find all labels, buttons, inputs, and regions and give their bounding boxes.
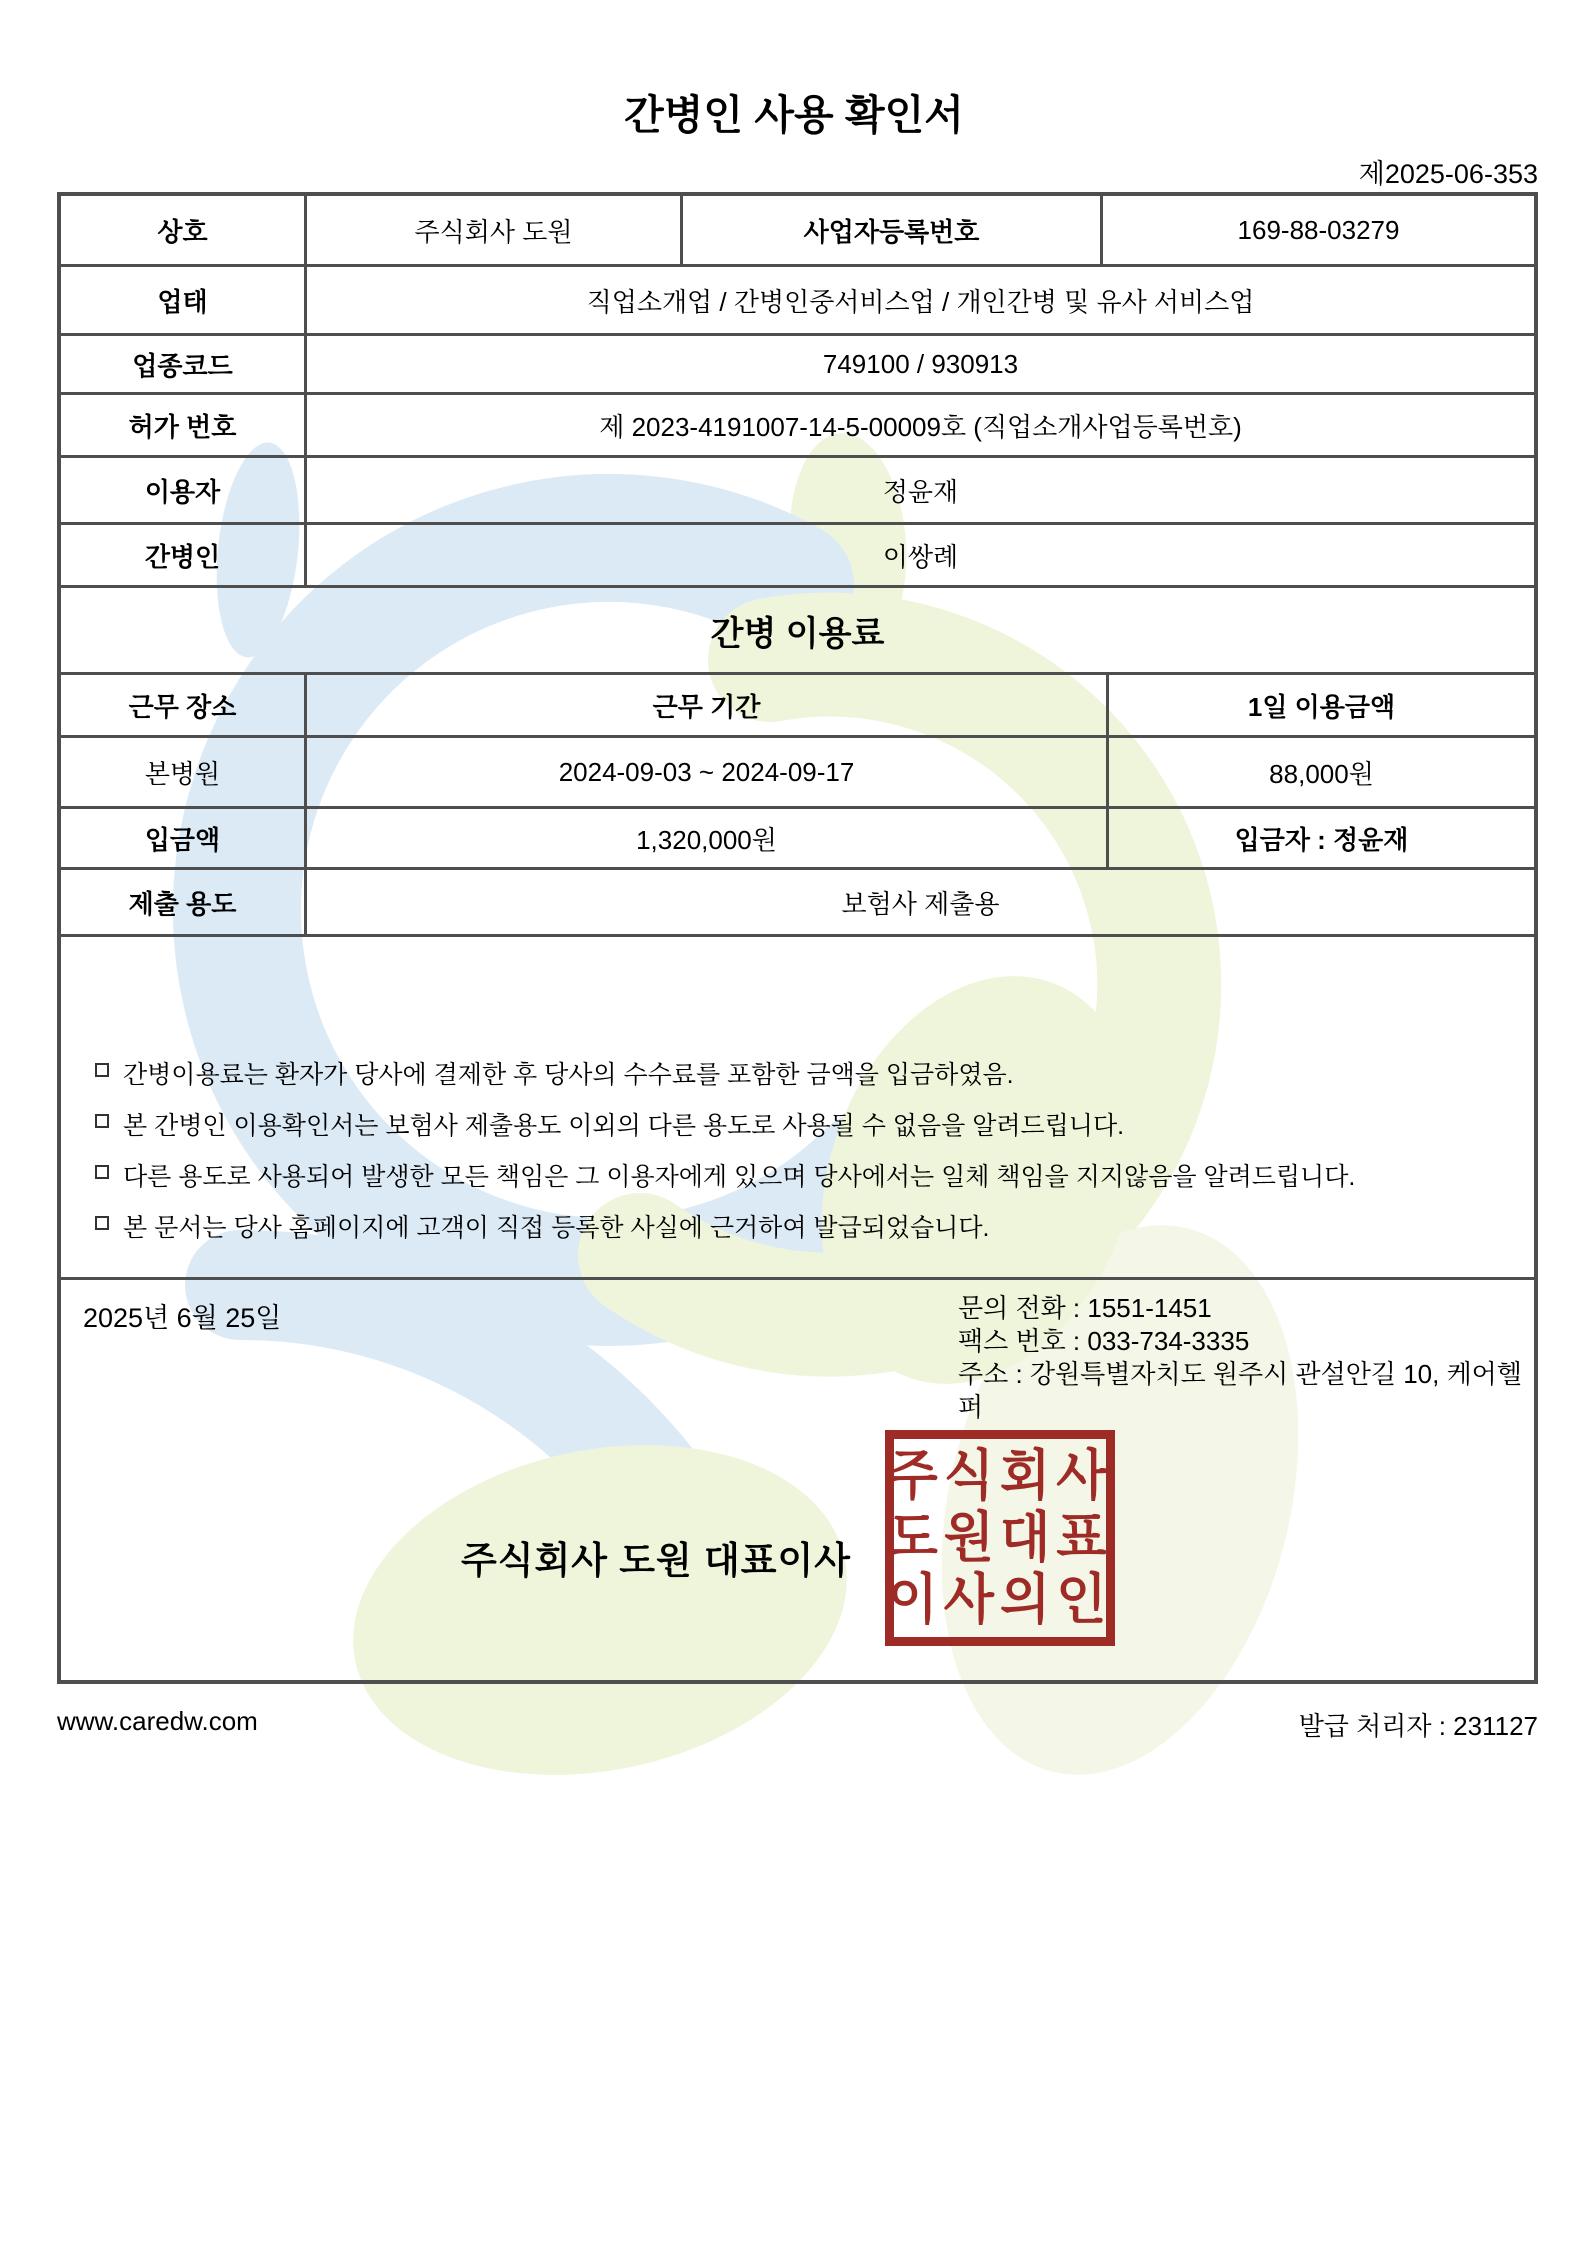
daily-fee-header: 1일 이용금액 bbox=[1106, 675, 1534, 735]
industry-code-label: 업종코드 bbox=[132, 350, 233, 381]
note-item bbox=[95, 1055, 1494, 1091]
table-row-issue-section bbox=[61, 1280, 1534, 1680]
company-signature: 주식회사 도원 대표이사 bbox=[461, 1540, 851, 1581]
note-text: 간병이용료는 환자가 당사에 결제한 후 당사의 수수료를 포함한 금액을 입금하였음. bbox=[123, 1061, 1014, 1089]
business-reg-number-label: 사업자등록번호 bbox=[680, 196, 1100, 264]
note-item bbox=[95, 1157, 1494, 1193]
contact-fax: 팩스 번호 : 033-734-3335 bbox=[958, 1326, 1250, 1356]
table-row-fee-section-title bbox=[61, 588, 1534, 675]
fee-section-title: 간병 이용료 bbox=[710, 614, 885, 653]
note-text: 본 문서는 당사 홈페이지에 고객이 직접 등록한 사실에 근거하여 발급되었습니다. bbox=[123, 1214, 990, 1242]
note-item bbox=[95, 1208, 1494, 1244]
issue-section bbox=[61, 1280, 1534, 1680]
business-reg-number-value: 169-88-03279 bbox=[1100, 196, 1534, 264]
purpose-value: 보험사 제출용 bbox=[304, 870, 1534, 934]
confirmation-table bbox=[57, 192, 1538, 1684]
notes-list bbox=[61, 937, 1534, 1277]
table-row-company bbox=[61, 196, 1534, 267]
deposit-amount-label: 입금액 bbox=[144, 824, 221, 855]
table-row-user bbox=[61, 458, 1534, 525]
page-title: 간병인 사용 확인서 bbox=[624, 92, 964, 138]
note-item bbox=[95, 1106, 1494, 1142]
stamp-text-line: 주식회사 bbox=[887, 1445, 1113, 1507]
square-bullet-icon bbox=[95, 1114, 109, 1128]
note-text: 다른 용도로 사용되어 발생한 모든 책임은 그 이용자에게 있으며 당사에서는 일체 책임을 지지않음을 알려드립니다. bbox=[123, 1163, 1356, 1191]
corporate-seal-stamp bbox=[885, 1430, 1115, 1646]
square-bullet-icon bbox=[95, 1063, 109, 1077]
work-place-value: 본병원 bbox=[144, 758, 221, 789]
work-period-header: 근무 기간 bbox=[304, 675, 1106, 735]
table-row-notes bbox=[61, 937, 1534, 1280]
square-bullet-icon bbox=[95, 1216, 109, 1230]
business-type-label: 업태 bbox=[157, 286, 208, 317]
company-name-value: 주식회사 도원 bbox=[304, 196, 680, 264]
table-row-work-header bbox=[61, 675, 1534, 738]
square-bullet-icon bbox=[95, 1165, 109, 1179]
page-footer bbox=[57, 1706, 1538, 1743]
industry-code-value: 749100 / 930913 bbox=[304, 336, 1534, 392]
business-type-value: 직업소개업 / 간병인중서비스업 / 개인간병 및 유사 서비스업 bbox=[304, 267, 1534, 333]
table-row-industry-code bbox=[61, 336, 1534, 395]
deposit-amount-value: 1,320,000원 bbox=[304, 809, 1106, 867]
permit-number-value: 제 2023-4191007-14-5-00009호 (직업소개사업등록번호) bbox=[304, 395, 1534, 455]
caregiver-value: 이쌍례 bbox=[304, 525, 1534, 585]
user-label: 이용자 bbox=[144, 476, 221, 507]
contact-address: 주소 : 강원특별자치도 원주시 관설안길 10, 케어헬퍼 bbox=[958, 1359, 1522, 1422]
table-row-deposit bbox=[61, 809, 1534, 870]
user-value: 정윤재 bbox=[304, 458, 1534, 522]
table-row-caregiver bbox=[61, 525, 1534, 588]
work-place-header: 근무 장소 bbox=[128, 691, 237, 722]
permit-number-label: 허가 번호 bbox=[128, 411, 237, 442]
document-number: 제2025-06-353 bbox=[1358, 159, 1538, 189]
company-name-label: 상호 bbox=[157, 216, 208, 247]
table-row-permit-number bbox=[61, 395, 1534, 458]
table-row-purpose bbox=[61, 870, 1534, 937]
issuer-id: 발급 처리자 : 231127 bbox=[1298, 1711, 1538, 1741]
table-row-business-type bbox=[61, 267, 1534, 336]
note-text: 본 간병인 이용확인서는 보험사 제출용도 이외의 다른 용도로 사용될 수 없음을 알려드립니다. bbox=[123, 1112, 1125, 1140]
caregiver-label: 간병인 bbox=[144, 541, 221, 572]
purpose-label: 제출 용도 bbox=[128, 888, 237, 919]
daily-fee-value: 88,000원 bbox=[1106, 738, 1534, 806]
stamp-text-line: 도원대표 bbox=[887, 1507, 1113, 1569]
website-url: www.caredw.com bbox=[57, 1706, 258, 1736]
work-period-value: 2024-09-03 ~ 2024-09-17 bbox=[304, 738, 1106, 806]
depositor-value: 입금자 : 정윤재 bbox=[1106, 809, 1534, 867]
stamp-text-line: 이사의인 bbox=[887, 1569, 1113, 1631]
table-row-work-data bbox=[61, 738, 1534, 809]
issue-date: 2025년 6월 25일 bbox=[83, 1303, 282, 1333]
contact-phone: 문의 전화 : 1551-1451 bbox=[958, 1293, 1212, 1323]
contact-info bbox=[958, 1292, 1534, 1424]
